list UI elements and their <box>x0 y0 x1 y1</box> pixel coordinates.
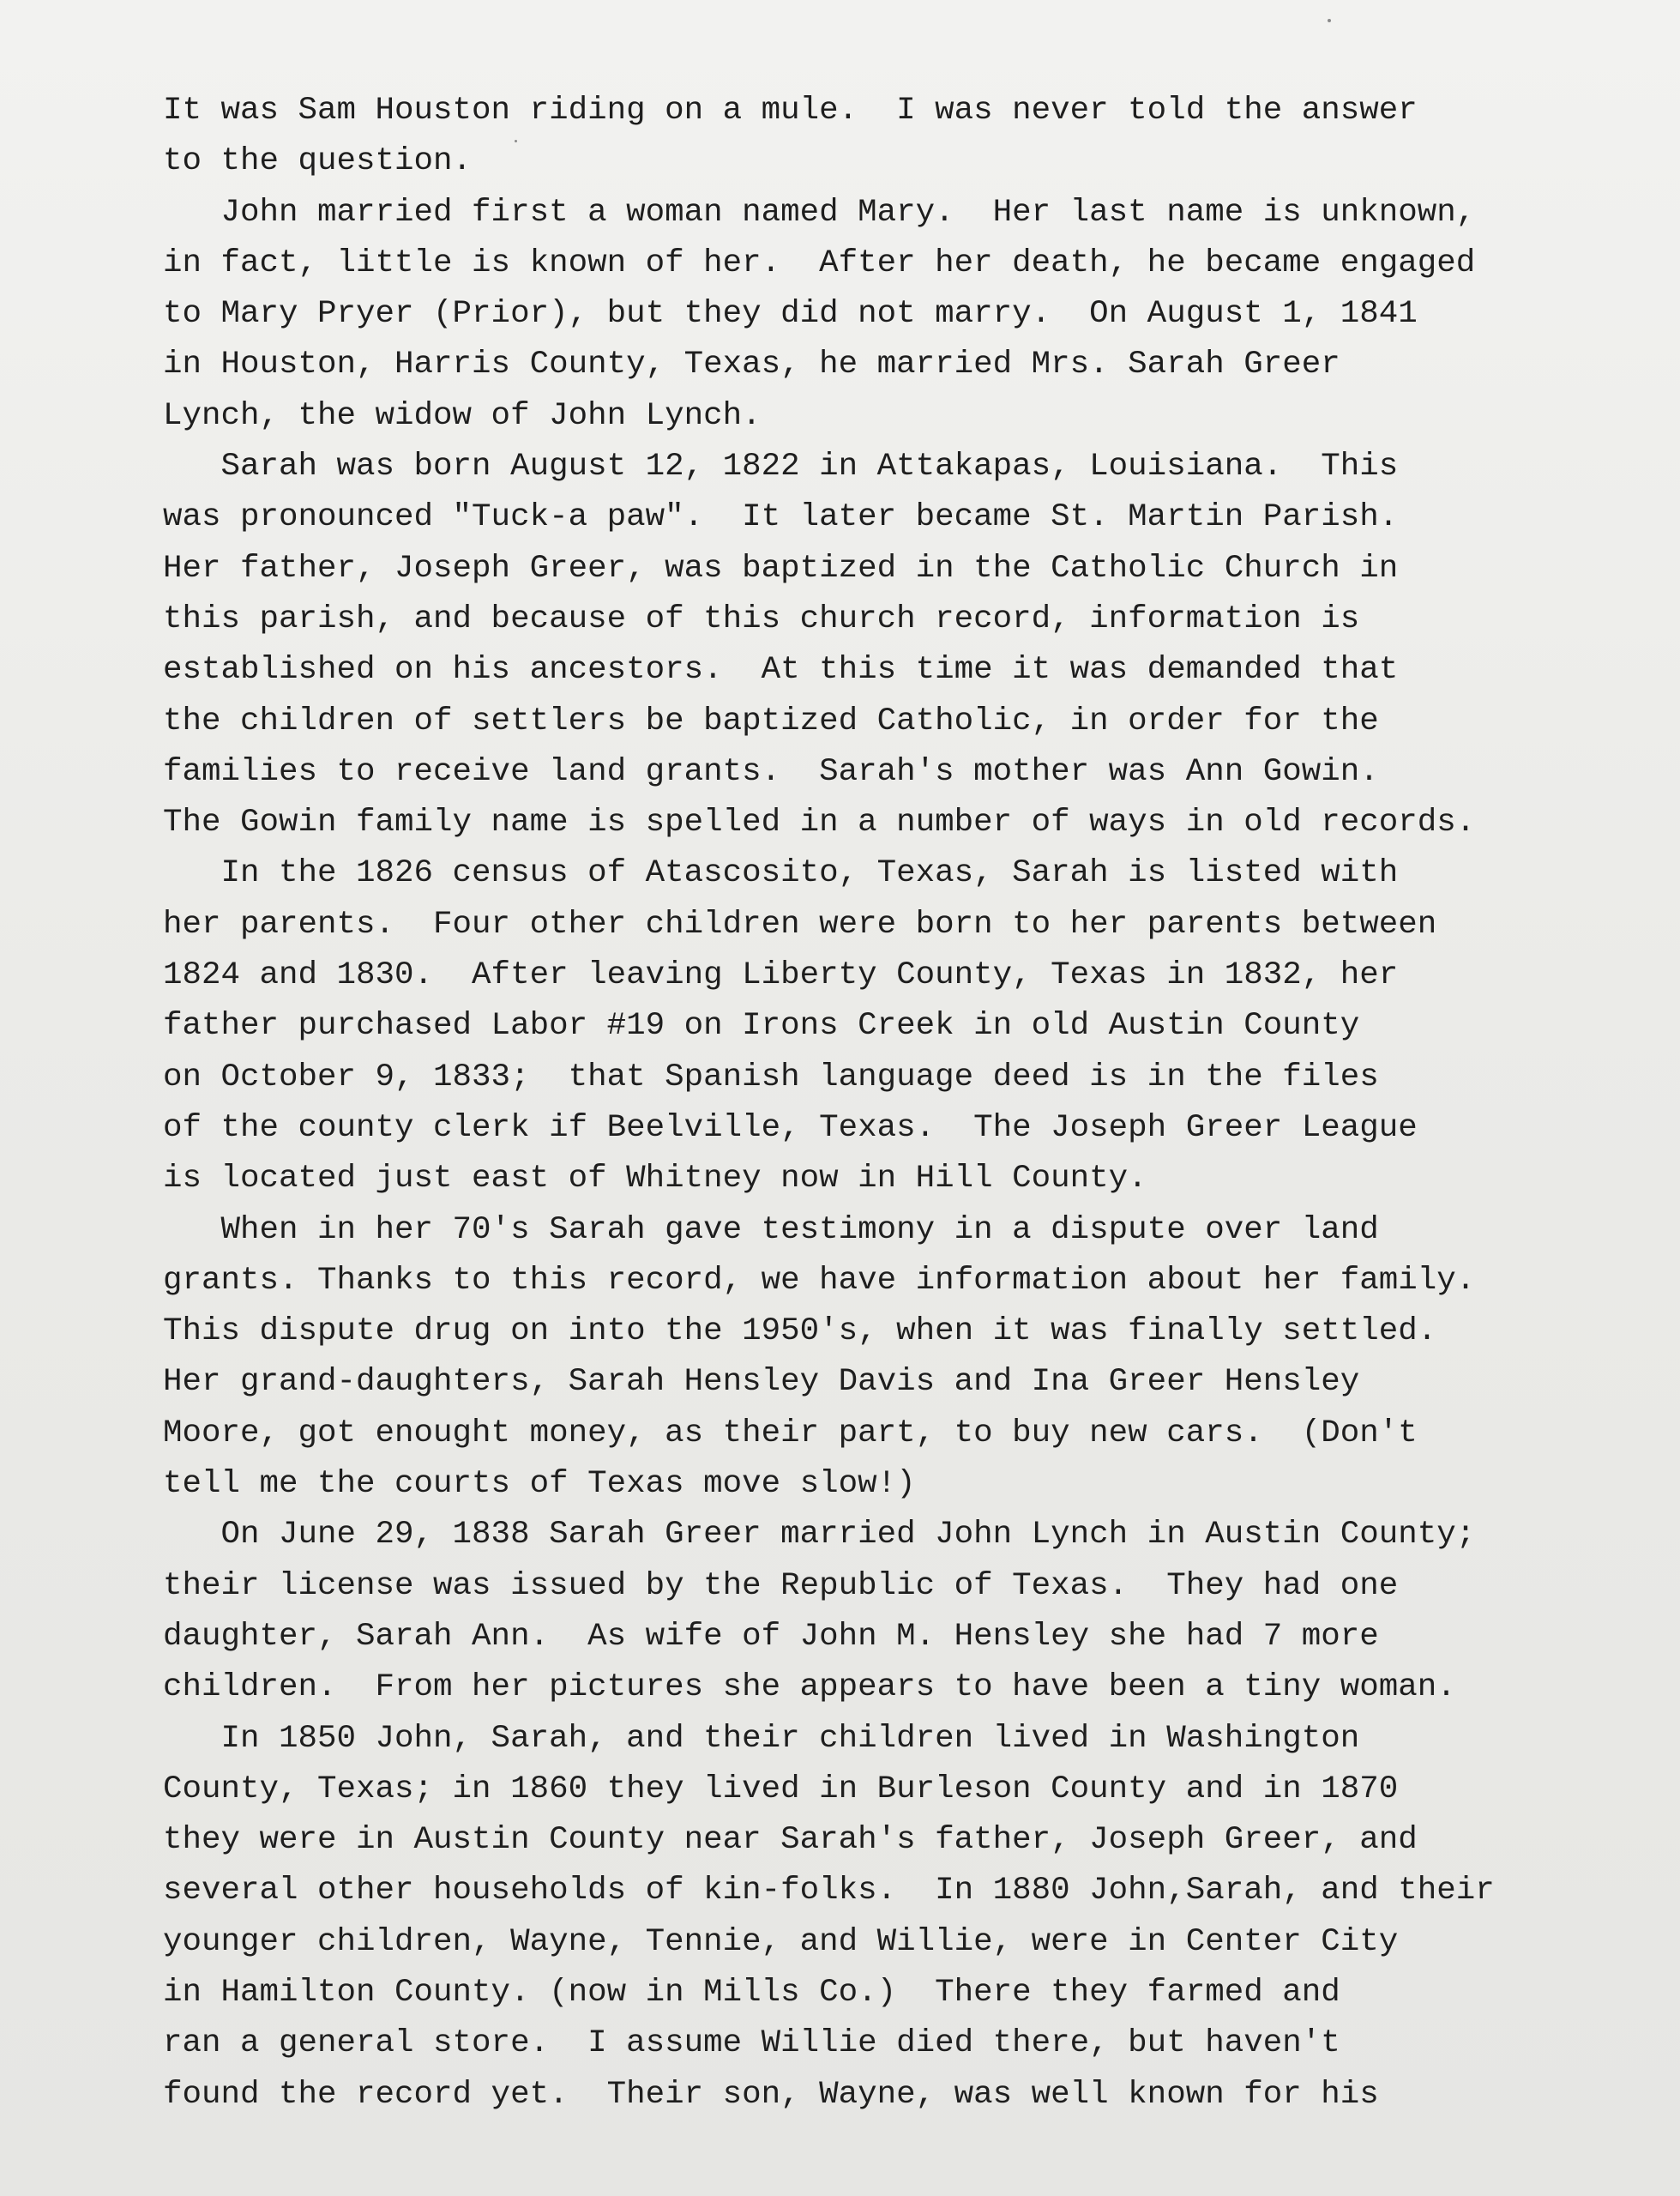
text-line: County, Texas; in 1860 they lived in Burleson County and in 1870 <box>163 1771 1399 1807</box>
text-line: In 1850 John, Sarah, and their children lived in Washington <box>163 1720 1360 1757</box>
text-line: to Mary Pryer (Prior), but they did not marry. On August 1, 1841 <box>163 296 1418 333</box>
text-line: was pronounced "Tuck-a paw". It later became St. Martin Parish. <box>163 499 1399 536</box>
text-line: is located just east of Whitney now in Hill County. <box>163 1161 1147 1198</box>
text-line: Her grand-daughters, Sarah Hensley Davis and Ina Greer Hensley <box>163 1364 1360 1401</box>
text-line: Moore, got enought money, as their part, to buy new cars. (Don't <box>163 1415 1418 1451</box>
text-line: Lynch, the widow of John Lynch. <box>163 397 762 434</box>
text-line: In the 1826 census of Atascosito, Texas, Sarah is listed with <box>163 855 1399 892</box>
text-line: John married first a woman named Mary. Her last name is unknown, <box>163 194 1476 231</box>
text-line: When in her 70's Sarah gave testimony in a dispute over land <box>163 1211 1379 1248</box>
text-line: several other households of kin-folks. In 1880 John,Sarah, and their <box>163 1873 1495 1909</box>
text-line: they were in Austin County near Sarah's father, Joseph Greer, and <box>163 1822 1418 1859</box>
text-line: to the question. <box>163 143 473 180</box>
text-line: The Gowin family name is spelled in a number of ways in old records. <box>163 805 1476 842</box>
text-line: ran a general store. I assume Willie died there, but haven't <box>163 2025 1340 2062</box>
text-line: younger children, Wayne, Tennie, and Willie, were in Center City <box>163 1923 1399 1960</box>
text-line: on October 9, 1833; that Spanish language deed is in the files <box>163 1059 1379 1095</box>
text-line: 1824 and 1830. After leaving Liberty County, Texas in 1832, her <box>163 957 1399 994</box>
text-line: father purchased Labor #19 on Irons Creek in old Austin County <box>163 1008 1360 1045</box>
paper-speck <box>1328 19 1331 22</box>
text-line: grants. Thanks to this record, we have information about her family. <box>163 1262 1476 1299</box>
typed-text-body <box>163 86 1638 2121</box>
text-line: This dispute drug on into the 1950's, when it was finally settled. <box>163 1313 1437 1350</box>
text-line: this parish, and because of this church record, information is <box>163 600 1360 637</box>
text-line: families to receive land grants. Sarah's mother was Ann Gowin. <box>163 753 1379 790</box>
text-line: children. From her pictures she appears to have been a tiny woman. <box>163 1669 1456 1706</box>
text-line: On June 29, 1838 Sarah Greer married John Lynch in Austin County; <box>163 1517 1476 1553</box>
text-line: in fact, little is known of her. After her death, he became engaged <box>163 244 1476 281</box>
text-line: Her father, Joseph Greer, was baptized in the Catholic Church in <box>163 550 1399 587</box>
text-line: in Houston, Harris County, Texas, he married Mrs. Sarah Greer <box>163 347 1340 383</box>
text-line: the children of settlers be baptized Catholic, in order for the <box>163 703 1379 739</box>
text-line: her parents. Four other children were born to her parents between <box>163 906 1437 943</box>
text-line: daughter, Sarah Ann. As wife of John M. Hensley she had 7 more <box>163 1618 1379 1655</box>
text-line: of the county clerk if Beelville, Texas. The Joseph Greer League <box>163 1109 1418 1146</box>
text-line: found the record yet. Their son, Wayne, was well known for his <box>163 2076 1379 2113</box>
text-line: in Hamilton County. (now in Mills Co.) There they farmed and <box>163 1974 1340 2011</box>
text-line: tell me the courts of Texas move slow!) <box>163 1466 916 1503</box>
text-line: established on his ancestors. At this time it was demanded that <box>163 652 1399 689</box>
text-line: Sarah was born August 12, 1822 in Attakapas, Louisiana. This <box>163 449 1399 486</box>
text-line: their license was issued by the Republic of Texas. They had one <box>163 1567 1399 1604</box>
text-line: It was Sam Houston riding on a mule. I was never told the answer <box>163 93 1418 129</box>
